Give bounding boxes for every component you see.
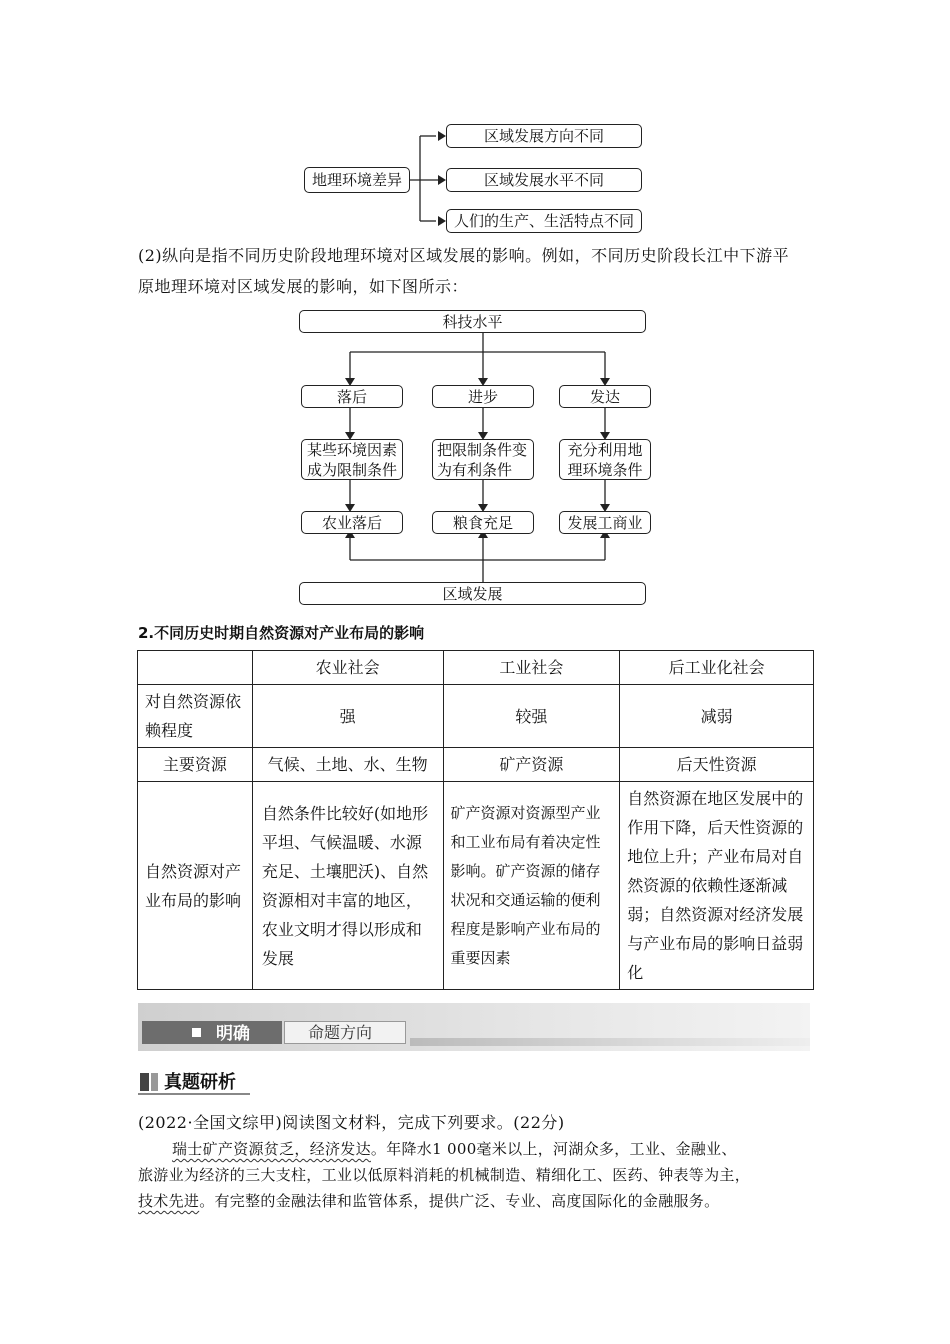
diagram2-condition-advanced [559,439,651,480]
vertical-paragraph-line2: 原地理环境对区域发展的影响，如下图所示： [138,277,469,296]
table-row-label: 主要资源 [138,748,253,782]
diagram2-result-commerce: 发展工商业 [559,511,651,534]
diagram2-regional-development: 区域发展 [299,582,646,605]
exam-intro: (2022·全国文综甲)阅读图文材料，完成下列要求。(22分) [138,1113,565,1132]
condition-line: 理环境条件 [567,460,643,479]
exam-passage [138,1136,813,1214]
diagram1-root: 地理环境差异 [304,167,410,193]
table-cell: 矿产资源对资源型产业和工业布局有着决定性影响。矿产资源的储存状况和交通运输的便利程度是影响产业布局的重要因素 [443,782,620,990]
diagram1-branch-level: 区域发展水平不同 [446,168,642,192]
diagram2-level-advanced: 发达 [559,385,651,408]
diagram1-branch-lifestyle: 人们的生产、生活特点不同 [446,209,642,233]
table-row [138,782,814,990]
table-cell: 较强 [443,685,620,748]
diagram1-branch-direction: 区域发展方向不同 [446,124,642,148]
real-exam-title: 真题研析 [164,1072,236,1093]
condition-line: 为有利条件 [437,460,513,479]
table-cell: 气候、土地、水、生物 [252,748,443,782]
banner-stripe [410,1038,810,1046]
diagram2-level-progress: 进步 [432,385,534,408]
table-cell: 自然条件比较好(如地形平坦、气候温暖、水源充足、土壤肥沃)、自然资源相对丰富的地区，农业文明才得以形成和发展 [252,782,443,990]
table-row-label: 自然资源对产业布局的影响 [138,782,253,990]
banner-label-direction: 命题方向 [308,1023,373,1042]
condition-line: 成为限制条件 [306,460,397,479]
banner-square-icon [192,1028,201,1037]
condition-line: 把限制条件变 [437,440,528,459]
passage-line [138,1136,813,1162]
table-header-cell: 工业社会 [443,651,620,685]
table-cell: 强 [252,685,443,748]
passage-line: 旅游业为经济的三大支柱，工业以低原料消耗的机械制造、精细化工、医药、钟表等为主， [138,1166,751,1184]
table-row-label: 对自然资源依赖程度 [138,685,253,748]
passage-segment: 。 [704,1192,720,1210]
resource-comparison-table [137,650,814,990]
section2-title: 2.不同历史时期自然资源对产业布局的影响 [138,624,425,642]
condition-line: 某些环境因素 [306,440,397,459]
table-row [138,748,814,782]
vertical-paragraph-line1: (2)纵向是指不同历史阶段地理环境对区域发展的影响。例如，不同历史阶段长江中下游平 [138,246,790,265]
table-header-cell: 后工业化社会 [620,651,814,685]
table-cell: 自然资源在地区发展中的作用下降，后天性资源的地位上升；产业布局对自然资源的依赖性逐渐减弱；自然资源对经济发展与产业布局的影响日益弱化 [620,782,814,990]
banner-dark-block [142,1021,282,1044]
passage-segment: 。有完整的金融法律和监管体系，提供广泛、专业、高度国际化的金融服务 [199,1192,705,1210]
table-header-cell [138,651,253,685]
bar-icon [140,1073,149,1091]
table-header-row [138,651,814,685]
table-cell: 减弱 [620,685,814,748]
diagram2-result-agriculture: 农业落后 [301,511,403,534]
table-header-cell: 农业社会 [252,651,443,685]
diagram2-level-backward: 落后 [301,385,403,408]
passage-segment: 技术先进 [138,1192,200,1210]
condition-line: 充分利用地 [567,440,643,459]
table-row [138,685,814,748]
diagram2-condition-backward [301,439,403,480]
diagram2-tech-level: 科技水平 [299,310,646,333]
passage-segment: ，工业、金融业、 [614,1140,737,1158]
bar-icon [151,1073,158,1091]
banner-label-clarify: 明确 [216,1024,250,1044]
title-underline [138,1093,250,1095]
table-cell: 后天性资源 [620,748,814,782]
passage-line [138,1188,813,1214]
passage-segment: 。年降水1 000毫米以上，河湖众多 [370,1140,615,1158]
table-cell: 矿产资源 [443,748,620,782]
diagram2-result-grain: 粮食充足 [432,511,534,534]
passage-segment: 瑞士矿产资源贫乏，经济发达 [172,1140,371,1158]
diagram2-condition-progress [432,439,534,480]
